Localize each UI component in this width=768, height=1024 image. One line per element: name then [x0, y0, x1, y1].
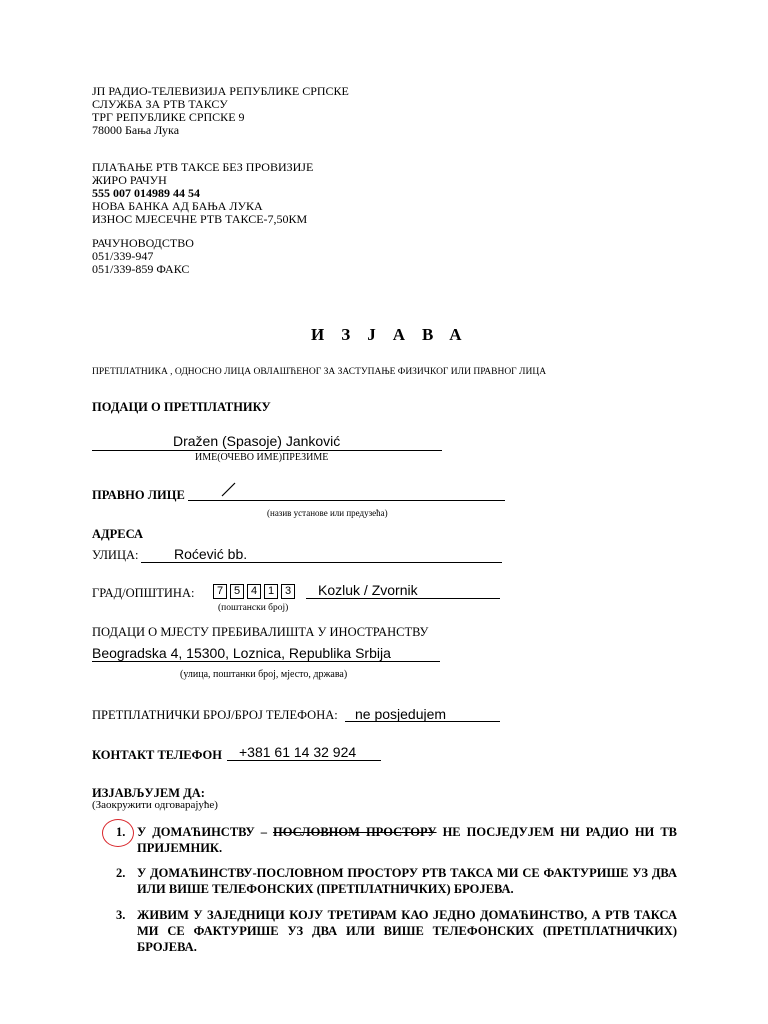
struck-text: ПОСЛОВНОМ ПРОСТОРУ — [272, 825, 437, 839]
postal-digit: 5 — [230, 584, 244, 599]
issuer-line-3: ТРГ РЕПУБЛИКЕ СРПСКЕ 9 — [92, 110, 245, 124]
postal-digit: 7 — [213, 584, 227, 599]
declare-hint: (Заокружити одговарајуће) — [92, 799, 218, 811]
subscriber-number-field[interactable] — [345, 706, 500, 722]
form-subtitle: ПРЕТПЛАТНИКА , ОДНОСНО ЛИЦА ОВЛАШЋЕНОГ ЗА ЗАСТУПАЊЕ ФИЗИЧКОГ ИЛИ ПРАВНОГ ЛИЦА — [92, 367, 547, 377]
contact-value: +381 61 14 32 924 — [239, 744, 357, 760]
city-label: ГРАД/ОПШТИНА: — [92, 586, 195, 600]
abroad-caption: (улица, поштанки број, мјесто, држава) — [180, 669, 348, 680]
abroad-field[interactable] — [92, 646, 440, 662]
option-text-part: У ДОМАЋИНСТВУ – — [137, 825, 273, 839]
option-text: ЖИВИМ У ЗАЈЕДНИЦИ КОЈУ ТРЕТИРАМ КАО ЈЕДНО ДОМАЋИНСТВО, А РТВ ТАКСА МИ СЕ ФАКТУРИШЕ УЗ ДВА ИЛИ ВИШЕ ТЕЛЕФОНСКИХ (ПРЕТПЛАТНИЧКИХ) БРОЈЕВА. — [137, 908, 677, 954]
legal-entity-label: ПРАВНО ЛИЦЕ — [92, 488, 185, 502]
street-value: Roćević bb. — [174, 546, 248, 562]
street-field[interactable] — [141, 547, 502, 563]
option-number: 2. — [116, 866, 126, 880]
payment-line-2: ЖИРО РАЧУН — [92, 173, 167, 187]
issuer-line-2: СЛУЖБА ЗА РТВ ТАКСУ — [92, 97, 228, 111]
name-field[interactable] — [92, 433, 442, 451]
payment-line-1: ПЛАЋАЊЕ РТВ ТАКСЕ БЕЗ ПРОВИЗИЈЕ — [92, 160, 314, 174]
contact-label: КОНТАКТ ТЕЛЕФОН — [92, 748, 222, 762]
option-text — [137, 824, 677, 856]
abroad-heading: ПОДАЦИ О МЈЕСТУ ПРЕБИВАЛИШТА У ИНОСТРАНСТВУ — [92, 625, 429, 639]
city-value: Kozluk / Zvornik — [318, 582, 418, 598]
subscriber-number-value: ne posjedujem — [355, 706, 447, 722]
accounting-title: РАЧУНОВОДСТВО — [92, 236, 194, 250]
issuer-line-4: 78000 Бања Лука — [92, 123, 180, 137]
accounting-phone: 051/339-947 — [92, 249, 154, 263]
postal-caption: (поштански број) — [218, 603, 289, 613]
option-text: У ДОМАЋИНСТВУ-ПОСЛОВНОМ ПРОСТОРУ РТВ ТАКСА МИ СЕ ФАКТУРИШЕ УЗ ДВА ИЛИ ВИШЕ ТЕЛЕФОНСКИХ (ПРЕТПЛАТНИЧКИХ) БРОЈЕВА. — [137, 866, 677, 896]
city-field[interactable] — [306, 583, 500, 599]
postal-digit: 4 — [247, 584, 261, 599]
declare-heading: ИЗЈАВЉУЈЕМ ДА: — [92, 786, 205, 800]
postal-digit: 1 — [264, 584, 278, 599]
subscriber-heading: ПОДАЦИ О ПРЕТПЛАТНИКУ — [92, 400, 271, 414]
bank-account-number: 555 007 014989 44 54 — [92, 186, 200, 200]
option-number: 3. — [116, 908, 126, 922]
name-value: Dražen (Spasoje) Janković — [173, 433, 341, 449]
contact-field[interactable] — [227, 745, 381, 761]
legal-entity-field[interactable] — [188, 484, 505, 501]
option-number: 1. — [116, 825, 126, 839]
accounting-fax: 051/339-859 ФАКС — [92, 262, 190, 276]
postal-code-boxes[interactable] — [213, 582, 298, 600]
payment-line-5: ИЗНОС МЈЕСЕЧНЕ РТВ ТАКСЕ-7,50КМ — [92, 212, 308, 226]
subscriber-number-label: ПРЕТПЛАТНИЧКИ БРОЈ/БРОЈ ТЕЛЕФОНА: — [92, 708, 338, 722]
option-text-part: НЕ ПОСЈЕДУЈЕМ НИ РАДИО НИ ТВ ПРИЈЕМНИК. — [137, 825, 677, 855]
address-heading: АДРЕСА — [92, 527, 144, 541]
form-title: ИЗЈАВА — [311, 325, 479, 344]
postal-digit: 3 — [281, 584, 295, 599]
issuer-line-1: ЈП РАДИО-ТЕЛЕВИЗИЈА РЕПУБЛИКЕ СРПСКЕ — [92, 84, 349, 98]
payment-line-4: НОВА БАНКА АД БАЊА ЛУКА — [92, 199, 263, 213]
legal-entity-caption: (назив установе или предузећа) — [267, 508, 388, 518]
name-caption: ИМЕ(ОЧЕВО ИМЕ)ПРЕЗИМЕ — [195, 452, 329, 463]
abroad-value: Beogradska 4, 15300, Loznica, Republika Srbija — [92, 645, 391, 661]
slash-mark-icon — [220, 481, 238, 499]
street-label: УЛИЦА: — [92, 548, 139, 562]
